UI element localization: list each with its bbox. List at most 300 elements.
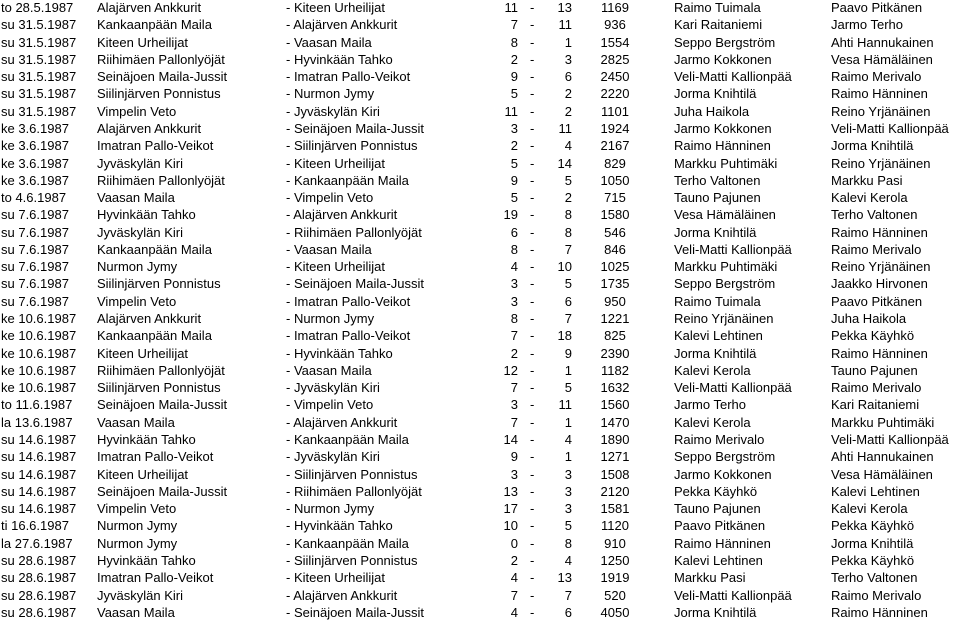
home-score: 7 — [510, 380, 518, 396]
home-team: Hyvinkään Tahko — [97, 432, 196, 447]
attendance: 1182 — [601, 362, 629, 378]
match-row — [0, 396, 960, 414]
umpire-2: Kalevi Kerola — [831, 190, 908, 206]
umpire-2: Raimo Merivalo — [831, 380, 922, 396]
score-separator: - — [530, 241, 535, 257]
match-row — [0, 16, 960, 34]
away-score: 11 — [558, 17, 572, 33]
away-score: 3 — [564, 483, 572, 499]
match-row — [0, 189, 960, 207]
away-team: - Imatran Pallo-Veikot — [286, 328, 411, 344]
umpire-1: Jarmo Kokkonen — [674, 120, 772, 136]
away-score: 2 — [564, 103, 572, 119]
away-team: - Kankaanpään Maila — [286, 535, 409, 551]
umpire-2: Tauno Pajunen — [831, 362, 918, 378]
away-score: 5 — [564, 518, 572, 534]
home-team: Vimpelin Veto — [97, 293, 177, 309]
score-separator: - — [530, 535, 535, 551]
score-separator: - — [530, 190, 535, 206]
home-score: 5 — [510, 86, 518, 102]
match-date: la 27.6.1987 — [1, 535, 73, 551]
match-date: su 31.5.1987 — [1, 69, 77, 85]
match-date: su 31.5.1987 — [1, 103, 77, 119]
away-team: - Vaasan Maila — [286, 241, 372, 257]
home-team: Alajärven Ankkurit — [97, 311, 202, 327]
home-score: 7 — [510, 414, 518, 430]
away-score: 7 — [564, 311, 572, 327]
away-score: 4 — [564, 552, 572, 568]
match-date: ti 16.6.1987 — [1, 518, 69, 534]
umpire-2: Pekka Käyhkö — [831, 552, 915, 568]
match-date: ke 3.6.1987 — [1, 120, 69, 136]
umpire-1: Jorma Knihtilä — [674, 345, 757, 361]
match-date: su 14.6.1987 — [1, 466, 77, 482]
away-score: 6 — [564, 293, 572, 309]
away-team: - Vaasan Maila — [286, 362, 372, 378]
score-separator: - — [530, 207, 535, 223]
umpire-2: Markku Pasi — [831, 172, 903, 188]
score-separator: - — [530, 328, 535, 344]
score-separator: - — [530, 69, 535, 85]
umpire-1: Kalevi Lehtinen — [674, 328, 763, 344]
match-date: ke 10.6.1987 — [1, 362, 77, 378]
away-team: - Kiteen Urheilijat — [286, 155, 385, 171]
home-score: 8 — [510, 311, 518, 327]
match-date: su 14.6.1987 — [1, 432, 77, 447]
home-team: Kiteen Urheilijat — [97, 34, 189, 50]
match-row — [0, 103, 960, 121]
home-team: Nurmon Jymy — [97, 535, 178, 551]
home-score: 7 — [510, 17, 518, 33]
score-separator: - — [530, 34, 535, 50]
umpire-2: Raimo Hänninen — [831, 86, 928, 102]
home-team: Alajärven Ankkurit — [97, 120, 202, 136]
umpire-1: Jarmo Kokkonen — [674, 466, 772, 482]
home-score: 9 — [510, 172, 518, 188]
attendance: 1581 — [600, 501, 630, 517]
away-score: 5 — [564, 276, 572, 292]
away-team: - Alajärven Ankkurit — [286, 17, 398, 33]
away-team: - Hyvinkään Tahko — [286, 345, 393, 361]
match-row — [0, 500, 960, 518]
home-team: Kankaanpään Maila — [97, 241, 212, 257]
home-team: Jyväskylän Kiri — [97, 587, 183, 603]
away-team: - Siilinjärven Ponnistus — [286, 466, 418, 482]
umpire-1: Kalevi Kerola — [674, 362, 751, 378]
umpire-2: Raimo Hänninen — [831, 345, 928, 361]
umpire-1: Terho Valtonen — [674, 172, 761, 188]
home-team: Jyväskylän Kiri — [97, 155, 183, 171]
away-score: 2 — [564, 86, 572, 102]
score-separator: - — [530, 449, 535, 465]
home-team: Riihimäen Pallonlyöjät — [97, 362, 225, 378]
umpire-2: Kari Raitaniemi — [831, 397, 920, 413]
score-separator: - — [530, 311, 535, 327]
match-date: su 31.5.1987 — [1, 51, 77, 67]
umpire-2: Vesa Hämäläinen — [831, 466, 933, 482]
umpire-1: Pekka Käyhkö — [674, 483, 758, 499]
attendance: 4050 — [600, 604, 630, 620]
umpire-1: Jorma Knihtilä — [674, 86, 757, 102]
away-team: - Riihimäen Pallonlyöjät — [286, 224, 422, 240]
home-team: Riihimäen Pallonlyöjät — [97, 51, 225, 67]
away-team: - Siilinjärven Ponnistus — [286, 552, 418, 568]
score-separator: - — [530, 86, 535, 102]
away-score: 13 — [557, 570, 572, 586]
home-score: 12 — [503, 362, 518, 378]
home-team: Jyväskylän Kiri — [97, 224, 183, 240]
score-separator: - — [530, 466, 535, 482]
score-separator: - — [530, 138, 535, 154]
match-date: su 28.6.1987 — [1, 552, 77, 568]
match-row — [0, 137, 960, 155]
score-separator: - — [530, 518, 535, 534]
umpire-1: Kalevi Lehtinen — [674, 552, 763, 568]
match-row — [0, 275, 960, 293]
away-score: 4 — [564, 138, 572, 154]
attendance: 1560 — [600, 397, 630, 413]
away-score: 6 — [564, 69, 572, 85]
away-team: - Kankaanpään Maila — [286, 172, 409, 188]
away-score: 5 — [564, 380, 572, 396]
home-score: 0 — [510, 535, 518, 551]
umpire-2: Raimo Merivalo — [831, 69, 922, 85]
attendance: 1580 — [600, 207, 630, 223]
home-team: Seinäjoen Maila-Jussit — [97, 69, 228, 85]
away-team: - Vimpelin Veto — [286, 190, 374, 206]
away-score: 18 — [557, 328, 572, 344]
match-date: su 7.6.1987 — [1, 276, 69, 292]
away-team: - Jyväskylän Kiri — [286, 449, 380, 465]
score-separator: - — [530, 259, 535, 275]
umpire-1: Veli-Matti Kallionpää — [674, 241, 792, 257]
umpire-1: Vesa Hämäläinen — [674, 207, 776, 223]
home-team: Nurmon Jymy — [97, 259, 178, 275]
home-score: 5 — [510, 190, 518, 206]
match-date: su 7.6.1987 — [1, 207, 69, 223]
umpire-2: Jorma Knihtilä — [831, 535, 914, 551]
attendance: 1120 — [601, 518, 629, 534]
match-row — [0, 327, 960, 345]
home-score: 4 — [510, 604, 518, 620]
match-row — [0, 587, 960, 605]
match-date: su 28.6.1987 — [1, 604, 77, 620]
umpire-1: Paavo Pitkänen — [674, 518, 766, 534]
away-score: 3 — [564, 51, 572, 67]
umpire-2: Ahti Hannukainen — [831, 449, 934, 465]
score-separator: - — [530, 414, 535, 430]
score-separator: - — [530, 432, 535, 447]
away-team: - Hyvinkään Tahko — [286, 51, 393, 67]
home-team: Siilinjärven Ponnistus — [97, 380, 221, 396]
match-date: su 7.6.1987 — [1, 259, 69, 275]
umpire-2: Paavo Pitkänen — [831, 293, 923, 309]
match-row — [0, 68, 960, 86]
attendance: 2167 — [600, 138, 630, 154]
match-row — [0, 155, 960, 173]
score-separator: - — [530, 483, 535, 499]
attendance: 546 — [604, 224, 626, 240]
match-row — [0, 0, 960, 17]
away-team: - Seinäjoen Maila-Jussit — [286, 120, 425, 136]
umpire-2: Kalevi Kerola — [831, 501, 908, 517]
umpire-2: Raimo Hänninen — [831, 224, 928, 240]
score-separator: - — [530, 345, 535, 361]
away-score: 3 — [564, 466, 572, 482]
match-date: ke 10.6.1987 — [1, 345, 77, 361]
home-team: Kiteen Urheilijat — [97, 466, 189, 482]
home-team: Vimpelin Veto — [97, 501, 177, 517]
score-separator: - — [530, 604, 535, 620]
home-team: Siilinjärven Ponnistus — [97, 276, 221, 292]
attendance: 1221 — [600, 311, 630, 327]
away-team: - Imatran Pallo-Veikot — [286, 69, 411, 85]
match-row — [0, 310, 960, 328]
match-date: su 14.6.1987 — [1, 501, 77, 517]
match-date: ke 10.6.1987 — [1, 311, 77, 327]
score-separator: - — [530, 587, 535, 603]
home-score: 3 — [510, 120, 518, 136]
match-date: ke 3.6.1987 — [1, 172, 69, 188]
home-score: 3 — [510, 466, 518, 482]
away-team: - Imatran Pallo-Veikot — [286, 293, 411, 309]
umpire-1: Raimo Hänninen — [674, 535, 771, 551]
away-score: 1 — [564, 34, 572, 50]
attendance: 1735 — [600, 276, 630, 292]
home-team: Riihimäen Pallonlyöjät — [97, 172, 225, 188]
match-date: su 14.6.1987 — [1, 483, 77, 499]
home-score: 2 — [510, 138, 518, 154]
away-team: - Alajärven Ankkurit — [286, 207, 398, 223]
score-separator: - — [530, 155, 535, 171]
home-score: 9 — [510, 449, 518, 465]
home-score: 9 — [510, 69, 518, 85]
match-row — [0, 224, 960, 242]
umpire-1: Jorma Knihtilä — [674, 604, 757, 620]
home-team: Seinäjoen Maila-Jussit — [97, 397, 228, 413]
away-team: - Vimpelin Veto — [286, 397, 374, 413]
umpire-1: Jarmo Kokkonen — [674, 51, 772, 67]
away-score: 7 — [564, 241, 572, 257]
match-row — [0, 172, 960, 190]
match-date: su 7.6.1987 — [1, 241, 69, 257]
home-team: Nurmon Jymy — [97, 518, 178, 534]
attendance: 1554 — [600, 34, 630, 50]
umpire-2: Jorma Knihtilä — [831, 138, 914, 154]
match-row — [0, 414, 960, 432]
umpire-2: Reino Yrjänäinen — [831, 259, 931, 275]
umpire-2: Paavo Pitkänen — [831, 0, 923, 15]
home-team: Kiteen Urheilijat — [97, 345, 189, 361]
match-row — [0, 448, 960, 466]
away-score: 6 — [564, 604, 572, 620]
attendance: 1632 — [600, 380, 630, 396]
umpire-2: Kalevi Lehtinen — [831, 483, 920, 499]
attendance: 825 — [604, 328, 626, 344]
away-team: - Alajärven Ankkurit — [286, 414, 398, 430]
umpire-2: Pekka Käyhkö — [831, 328, 915, 344]
away-team: - Seinäjoen Maila-Jussit — [286, 276, 425, 292]
attendance: 2120 — [600, 483, 630, 499]
home-team: Hyvinkään Tahko — [97, 552, 196, 568]
match-date: su 31.5.1987 — [1, 86, 77, 102]
away-score: 11 — [558, 397, 572, 413]
match-row — [0, 362, 960, 380]
home-score: 5 — [510, 155, 518, 171]
away-team: - Kiteen Urheilijat — [286, 259, 385, 275]
away-score: 9 — [564, 345, 572, 361]
home-score: 4 — [510, 570, 518, 586]
home-score: 2 — [510, 345, 518, 361]
match-date: to 28.5.1987 — [1, 0, 74, 15]
score-separator: - — [530, 362, 535, 378]
attendance: 950 — [604, 293, 626, 309]
match-date: to 4.6.1987 — [1, 190, 67, 206]
umpire-1: Markku Pasi — [674, 570, 746, 586]
attendance: 1271 — [600, 449, 630, 465]
umpire-2: Veli-Matti Kallionpää — [831, 120, 949, 136]
home-score: 8 — [510, 34, 518, 50]
away-score: 1 — [564, 362, 572, 378]
home-team: Kankaanpään Maila — [97, 17, 212, 33]
away-team: - Nurmon Jymy — [286, 86, 375, 102]
away-score: 8 — [564, 224, 572, 240]
match-date: ke 10.6.1987 — [1, 328, 77, 344]
score-separator: - — [530, 276, 535, 292]
umpire-2: Ahti Hannukainen — [831, 34, 934, 50]
attendance: 1250 — [600, 552, 630, 568]
attendance: 520 — [604, 587, 626, 603]
match-row — [0, 34, 960, 52]
score-separator: - — [530, 501, 535, 517]
away-team: - Jyväskylän Kiri — [286, 103, 380, 119]
home-team: Vaasan Maila — [97, 604, 175, 620]
umpire-1: Seppo Bergström — [674, 449, 776, 465]
match-row — [0, 120, 960, 138]
home-team: Vimpelin Veto — [97, 103, 177, 119]
match-row — [0, 483, 960, 501]
home-team: Imatran Pallo-Veikot — [97, 449, 214, 465]
umpire-1: Reino Yrjänäinen — [674, 311, 774, 327]
attendance: 1508 — [600, 466, 630, 482]
away-team: - Kiteen Urheilijat — [286, 0, 385, 15]
umpire-2: Pekka Käyhkö — [831, 518, 915, 534]
away-team: - Riihimäen Pallonlyöjät — [286, 483, 422, 499]
attendance: 1919 — [600, 570, 630, 586]
match-date: to 11.6.1987 — [1, 397, 73, 413]
away-score: 10 — [557, 259, 572, 275]
attendance: 1470 — [600, 414, 630, 430]
match-row — [0, 431, 960, 449]
attendance: 829 — [604, 155, 626, 171]
umpire-1: Seppo Bergström — [674, 276, 776, 292]
away-score: 1 — [564, 414, 572, 430]
score-separator: - — [530, 570, 535, 586]
away-team: - Nurmon Jymy — [286, 501, 375, 517]
home-score: 7 — [510, 328, 518, 344]
attendance: 1169 — [601, 0, 629, 15]
umpire-1: Raimo Merivalo — [674, 432, 765, 447]
umpire-2: Raimo Merivalo — [831, 241, 922, 257]
away-score: 3 — [564, 501, 572, 517]
home-team: Imatran Pallo-Veikot — [97, 570, 214, 586]
umpire-1: Markku Puhtimäki — [674, 155, 778, 171]
home-score: 7 — [510, 587, 518, 603]
score-separator: - — [530, 103, 535, 119]
score-separator: - — [530, 120, 535, 136]
score-separator: - — [530, 51, 535, 67]
attendance: 2390 — [600, 345, 630, 361]
home-score: 8 — [510, 241, 518, 257]
match-row — [0, 51, 960, 69]
away-team: - Vaasan Maila — [286, 34, 372, 50]
umpire-2: Markku Puhtimäki — [831, 414, 935, 430]
umpire-1: Kalevi Kerola — [674, 414, 751, 430]
umpire-2: Jarmo Terho — [831, 17, 904, 33]
umpire-1: Seppo Bergström — [674, 34, 776, 50]
home-team: Vaasan Maila — [97, 414, 175, 430]
match-row — [0, 552, 960, 570]
match-row — [0, 535, 960, 553]
umpire-1: Jorma Knihtilä — [674, 224, 757, 240]
umpire-1: Markku Puhtimäki — [674, 259, 778, 275]
match-row — [0, 85, 960, 103]
home-team: Vaasan Maila — [97, 190, 175, 206]
away-score: 2 — [564, 190, 572, 206]
attendance: 1025 — [600, 259, 630, 275]
match-date: su 7.6.1987 — [1, 293, 69, 309]
away-score: 5 — [564, 172, 572, 188]
umpire-2: Terho Valtonen — [831, 570, 918, 586]
attendance: 715 — [604, 190, 626, 206]
match-date: su 28.6.1987 — [1, 587, 77, 603]
away-score: 7 — [564, 587, 572, 603]
home-score: 3 — [510, 276, 518, 292]
match-row — [0, 345, 960, 363]
umpire-1: Veli-Matti Kallionpää — [674, 380, 792, 396]
home-score: 11 — [504, 103, 518, 119]
umpire-1: Kari Raitaniemi — [674, 17, 763, 33]
home-score: 3 — [510, 293, 518, 309]
match-date: su 28.6.1987 — [1, 570, 77, 586]
home-score: 11 — [504, 0, 518, 15]
umpire-2: Juha Haikola — [831, 311, 907, 327]
away-score: 4 — [564, 432, 572, 447]
away-team: - Jyväskylän Kiri — [286, 380, 380, 396]
attendance: 2825 — [600, 51, 630, 67]
away-team: - Siilinjärven Ponnistus — [286, 138, 418, 154]
match-date: ke 10.6.1987 — [1, 380, 77, 396]
umpire-1: Tauno Pajunen — [674, 501, 761, 517]
match-row — [0, 241, 960, 259]
home-score: 3 — [510, 397, 518, 413]
match-date: su 31.5.1987 — [1, 34, 77, 50]
match-date: su 7.6.1987 — [1, 224, 69, 240]
home-team: Siilinjärven Ponnistus — [97, 86, 221, 102]
attendance: 1924 — [600, 120, 630, 136]
score-separator: - — [530, 172, 535, 188]
away-team: - Hyvinkään Tahko — [286, 518, 393, 534]
attendance: 1101 — [601, 103, 629, 119]
away-score: 1 — [564, 449, 572, 465]
match-date: ke 3.6.1987 — [1, 155, 69, 171]
score-separator: - — [530, 380, 535, 396]
umpire-2: Terho Valtonen — [831, 207, 918, 223]
home-score: 17 — [503, 501, 518, 517]
score-separator: - — [530, 224, 535, 240]
away-team: - Kiteen Urheilijat — [286, 570, 385, 586]
home-team: Seinäjoen Maila-Jussit — [97, 483, 228, 499]
